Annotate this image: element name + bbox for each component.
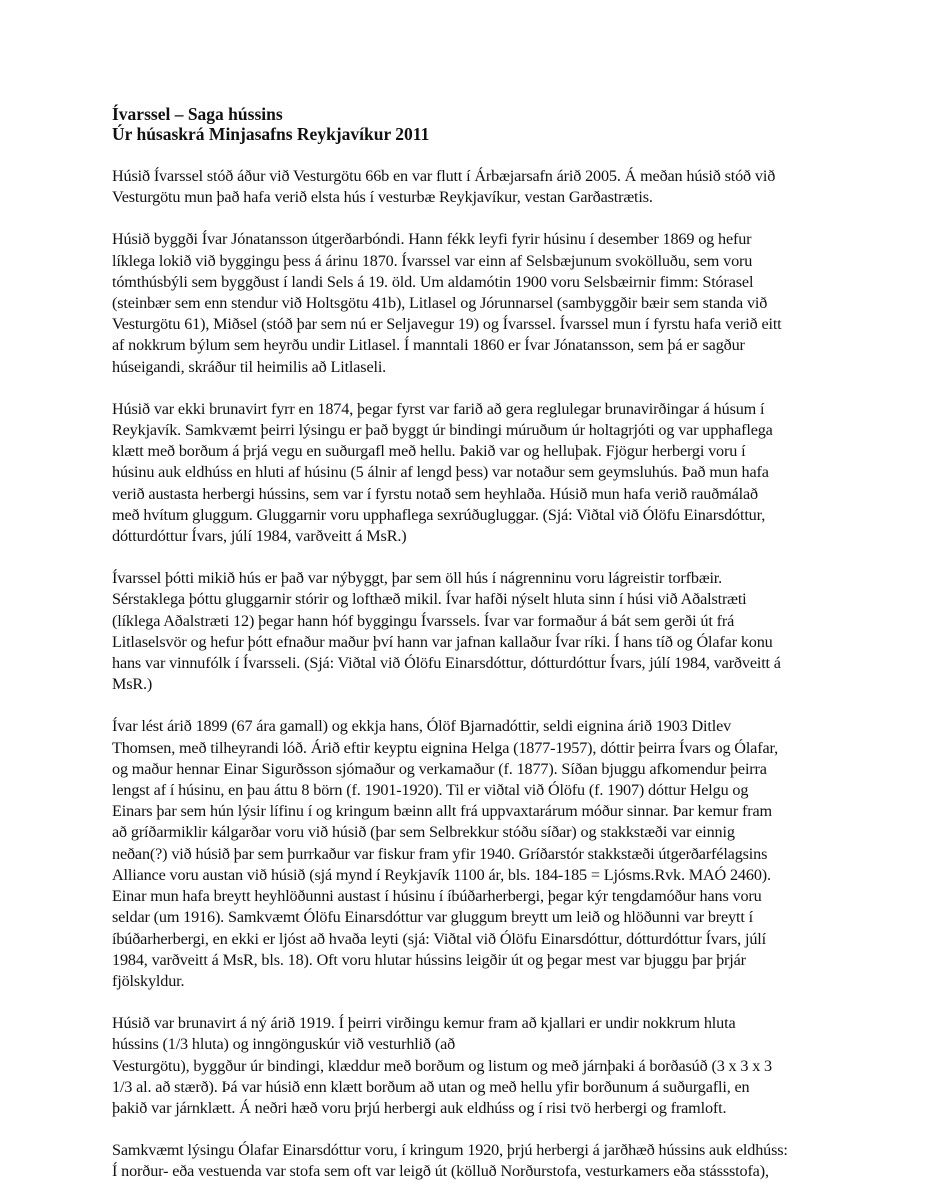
paragraph bbox=[112, 229, 842, 377]
text-line: MsR.) bbox=[112, 675, 153, 694]
text-line: dótturdóttur Ívars, júlí 1984, varðveitt á MsR.) bbox=[112, 527, 407, 546]
text-line: Í norður- eða vestuenda var stofa sem oft var leigð út (kölluð Norðurstofa, vesturkamers eða stássstofa), bbox=[112, 1162, 769, 1181]
paragraph bbox=[112, 1140, 842, 1182]
paragraph bbox=[112, 166, 842, 208]
text-line: þakið var járnklætt. Á neðri hæð voru þrjú herbergi auk eldhúss og í risi tvö herbergi og framloft. bbox=[112, 1098, 727, 1117]
text-line: að gríðarmiklir kálgarðar voru við húsið (þar sem Selbrekkur stóðu síðar) og stakkstæði var einnig bbox=[112, 823, 735, 842]
text-line: Vesturgötu mun það hafa verið elsta hús í vesturbæ Reykjavíkur, vestan Garðastrætis. bbox=[112, 188, 653, 207]
text-line: Húsið var brunavirt á ný árið 1919. Í þeirri virðingu kemur fram að kjallari er undir nokkrum hluta bbox=[112, 1014, 736, 1033]
text-line: og maður hennar Einar Sigurðsson sjómaður og verkamaður (f. 1877). Síðan bjuggu afkomendur þeirra bbox=[112, 759, 767, 778]
text-line: Vesturgötu), byggður úr bindingi, klæddur með borðum og listum og með járnþaki á borðasúð (3 x 3 x 3 bbox=[112, 1056, 773, 1075]
text-line: Reykjavík. Samkvæmt þeirri lýsingu er það byggt úr bindingi múruðum úr holtagrjóti og var upphaflega bbox=[112, 421, 773, 440]
text-line: Vesturgötu 61), Miðsel (stóð þar sem nú er Seljavegur 19) og Ívarssel. Ívarssel mun í fyrstu hafa verið eitt bbox=[112, 315, 782, 334]
text-line: Thomsen, með tilheyrandi lóð. Árið eftir keyptu eignina Helga (1877-1957), dóttir þeirra Ívars og Ólafar, bbox=[112, 738, 778, 757]
paragraph bbox=[112, 399, 842, 547]
paragraph bbox=[112, 1013, 842, 1119]
paragraph bbox=[112, 716, 842, 992]
text-line: Húsið var ekki brunavirt fyrr en 1874, þegar fyrst var farið að gera reglulegar brunavirðingar á húsum í bbox=[112, 399, 765, 418]
text-line: Alliance voru austan við húsið (sjá mynd í Reykjavík 1100 ár, bls. 184-185 = Ljósms.Rvk. MAÓ 2460). bbox=[112, 865, 771, 884]
text-line: verið austasta herbergi hússins, sem var í fyrstu notað sem heyhlaða. Húsið mun hafa verið rauðmálað bbox=[112, 484, 758, 503]
text-line: klætt með borðum á þrjá vegu en suðurgafl með hellu. Þakið var og helluþak. Fjögur herbergi voru í bbox=[112, 442, 746, 461]
text-line: 1/3 al. að stærð). Þá var húsið enn klætt borðum að utan og með hellu yfir borðunum á suðurgafli, en bbox=[112, 1077, 750, 1096]
text-line: (steinbær sem enn stendur við Holtsgötu 41b), Litlasel og Jórunnarsel (sambyggðir bæir sem standa við bbox=[112, 294, 768, 313]
text-line: húseigandi, skráður til heimilis að Litlaseli. bbox=[112, 357, 387, 376]
text-line: 1984, varðveitt á MsR, bls. 18). Oft voru hlutar hússins leigðir út og þegar mest var bjuggu þar þrjár bbox=[112, 950, 746, 969]
paragraph bbox=[112, 568, 842, 695]
text-line: íbúðarherbergi, en ekki er ljóst að hvaða leyti (sjá: Viðtal við Ólöfu Einarsdóttur, dótturdóttur Ívars, júlí bbox=[112, 929, 766, 948]
text-line: (líklega Aðalstræti 12) þegar hann hóf byggingu Ívarssels. Ívar var formaður á bát sem gerði út frá bbox=[112, 611, 735, 630]
document-page bbox=[112, 104, 842, 1204]
text-line: neðan(?) við húsið þar sem þurrkaður var fiskur fram yfir 1940. Gríðarstór stakkstæði útgerðarfélagsins bbox=[112, 844, 768, 863]
text-line: Samkvæmt lýsingu Ólafar Einarsdóttur voru, í kringum 1920, þrjú herbergi á jarðhæð hússins auk eldhúss: bbox=[112, 1141, 788, 1160]
subtitle-line: Úr húsaskrá Minjasafns Reykjavíkur 2011 bbox=[112, 124, 430, 144]
text-line: húsinu auk eldhúss en hluti af húsinu (5 álnir af lengd þess) var notaður sem geymsluhús. Það mun hafa bbox=[112, 463, 769, 482]
text-line: Einar mun hafa breytt heyhlöðunni austast í húsinu í íbúðarherbergi, þegar kýr tengdamóður hans voru bbox=[112, 887, 762, 906]
text-line: líklega lokið við byggingu þess á árinu 1870. Ívarssel var einn af Selsbæjunum svokölluðu, sem voru bbox=[112, 251, 753, 270]
document-body bbox=[112, 166, 842, 1183]
text-line: hans var vinnufólk í Ívarsseli. (Sjá: Viðtal við Ólöfu Einarsdóttur, dótturdóttur Ívars, júlí 1984, varðveitt á bbox=[112, 654, 781, 673]
text-line: tómthúsbýli sem byggðust í landi Sels á 19. öld. Um aldamótin 1900 voru Selsbæirnir fimm: Stórasel bbox=[112, 272, 754, 291]
text-line: með hvítum gluggum. Gluggarnir voru upphaflega sexrúðugluggar. (Sjá: Viðtal við Ólöfu Einarsdóttur, bbox=[112, 505, 766, 524]
text-line: Ívarssel þótti mikið hús er það var nýbyggt, þar sem öll hús í nágrenninu voru lágreistir torfbæir. bbox=[112, 569, 723, 588]
text-line: Einars þar sem hún lýsir lífinu í og kringum bæinn allt frá uppvaxtarárum móður sinnar. Þar kemur fram bbox=[112, 802, 772, 821]
text-line: Húsið Ívarssel stóð áður við Vesturgötu 66b en var flutt í Árbæjarsafn árið 2005. Á meðan húsið stóð við bbox=[112, 167, 776, 185]
text-line: lengst af í húsinu, en þau áttu 8 börn (f. 1901-1920). Til er viðtal við Ólöfu (f. 1907) dóttur Helgu og bbox=[112, 781, 749, 800]
text-line: Ívar lést árið 1899 (67 ára gamall) og ekkja hans, Ólöf Bjarnadóttir, seldi eignina árið 1903 Ditlev bbox=[112, 717, 732, 736]
text-line: af nokkrum býlum sem heyrðu undir Litlasel. Í manntali 1860 er Ívar Jónatansson, sem þá er sagður bbox=[112, 336, 745, 355]
title-line: Ívarssel – Saga hússins bbox=[112, 104, 283, 124]
text-line: fjölskyldur. bbox=[112, 971, 185, 990]
text-line: Húsið byggði Ívar Jónatansson útgerðarbóndi. Hann fékk leyfi fyrir húsinu í desember 1869 og hefur bbox=[112, 230, 752, 249]
text-line: seldar (um 1916). Samkvæmt Ólöfu Einarsdóttur var gluggum breytt um leið og hlöðunni var breytt í bbox=[112, 908, 753, 927]
text-line: Sérstaklega þóttu gluggarnir stórir og lofthæð mikil. Ívar hafði nýselt hluta sinn í húsi við Aðalstræti bbox=[112, 590, 747, 609]
text-line: Litlaselsvör og hefur þótt efnaður maður því hann var jafnan kallaður Ívar ríki. Í hans tíð og Ólafar konu bbox=[112, 632, 773, 651]
document-title bbox=[112, 104, 842, 144]
text-line: hússins (1/3 hluta) og inngönguskúr við vesturhlið (að bbox=[112, 1035, 456, 1054]
